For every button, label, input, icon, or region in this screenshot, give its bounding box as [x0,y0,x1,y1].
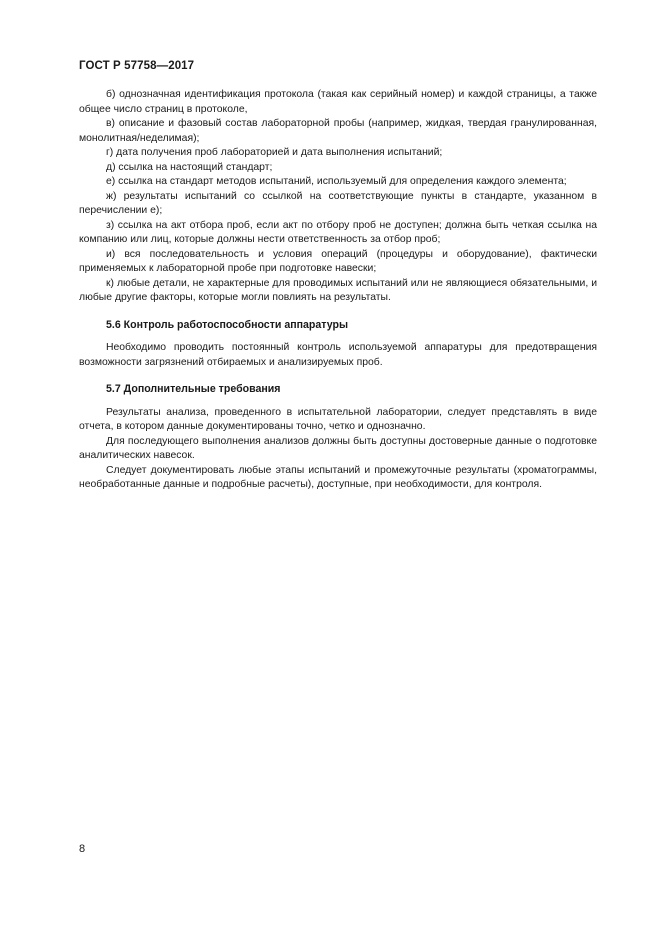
list-item-zh: ж) результаты испытаний со ссылкой на соответствующие пункты в стандарте, указанном в перечислении е); [79,190,597,216]
list-item-k: к) любые детали, не характерные для проводимых испытаний или не являющиеся обязательными, и любые другие факторы, которые могли повлиять на результаты. [79,277,597,303]
list-item-g: г) дата получения проб лабораторией и дата выполнения испытаний; [106,147,443,158]
section-title-5-7: 5.7 Дополнительные требования [106,383,281,395]
page-number: 8 [79,843,86,855]
list-item-i: и) вся последовательность и условия операций (процедуры и оборудование), фактически применяемых к лабораторной пробе при подготовке навески; [79,248,597,274]
section-5-7-paragraph-1: Результаты анализа, проведенного в испытательной лаборатории, следует представлять в виде отчета, в котором данные документированы точно, четко и однозначно. [79,406,597,432]
section-5-7-paragraph-2: Для последующего выполнения анализов должны быть доступны достоверные данные о подготовке аналитических навесок. [79,435,597,461]
section-5-6-text: Необходимо проводить постоянный контроль используемой аппаратуры для предотвращения возможности загрязнений отбираемых и анализируемых проб. [79,342,597,368]
list-item-v: в) описание и фазовый состав лабораторной пробы (например, жидкая, твердая гранулированная, монолитная/неделимая); [79,118,597,144]
list-item-b: б) однозначная идентификация протокола (такая как серийный номер) и каждой страницы, а также общее число страниц в протоколе, [79,89,597,115]
page-content [79,88,597,493]
section-5-7-paragraph-3: Следует документировать любые этапы испытаний и промежуточные результаты (хроматограммы, необработанные данные и подробные расчеты), доступные, при необходимости, для контроля. [79,464,597,490]
list-item-d: д) ссылка на настоящий стандарт; [106,161,273,173]
list-item-e: е) ссылка на стандарт методов испытаний, используемый для определения каждого элемента; [106,176,567,187]
document-header: ГОСТ Р 57758—2017 [79,60,195,72]
list-item-z: з) ссылка на акт отбора проб, если акт по отбору проб не доступен; должна быть четкая ссылка на компанию или лиц, которые должны нести ответственность за отбор проб; [79,219,597,245]
section-title-5-6: 5.6 Контроль работоспособности аппаратуры [106,318,349,331]
